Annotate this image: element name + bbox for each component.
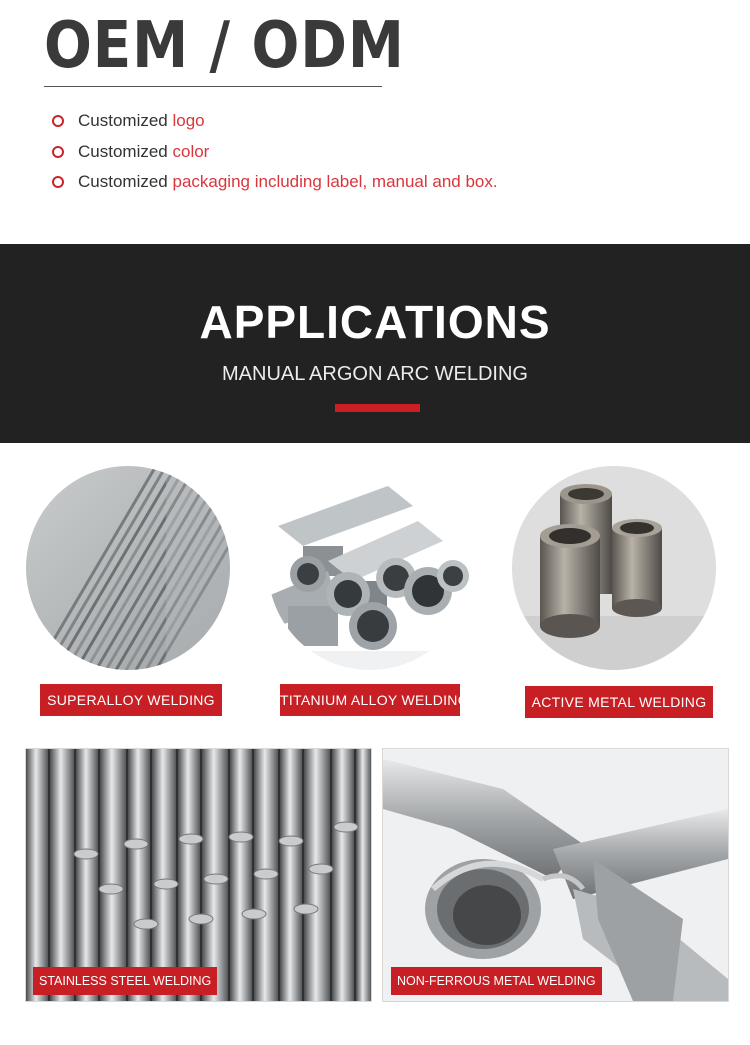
applications-title: APPLICATIONS bbox=[199, 296, 551, 348]
bullet-highlight: packaging including label, manual and box. bbox=[172, 172, 498, 191]
accent-bar bbox=[335, 404, 420, 412]
applications-subtitle: MANUAL ARGON ARC WELDING bbox=[222, 363, 528, 385]
active-metal-welding-label: ACTIVE METAL WELDING bbox=[525, 686, 713, 718]
bullet-highlight: color bbox=[172, 141, 210, 161]
oem-title: OEM / ODM bbox=[44, 9, 405, 83]
bullet-ring-icon bbox=[52, 115, 64, 127]
customization-list bbox=[52, 108, 498, 200]
superalloy-welding-label: SUPERALLOY WELDING bbox=[40, 684, 222, 716]
non-ferrous-metal-welding-image bbox=[382, 748, 729, 1002]
bullet-ring-icon bbox=[52, 146, 64, 158]
list-item bbox=[52, 139, 498, 170]
stainless-steel-welding-image bbox=[25, 748, 372, 1002]
list-item bbox=[52, 108, 498, 139]
title-underline bbox=[44, 86, 382, 87]
stainless-steel-welding-label: STAINLESS STEEL WELDING bbox=[33, 967, 217, 995]
bullet-prefix: Customized bbox=[78, 141, 173, 161]
applications-banner bbox=[0, 244, 750, 443]
active-metal-welding-image bbox=[512, 466, 716, 670]
bullet-prefix: Customized bbox=[78, 111, 173, 130]
superalloy-welding-image bbox=[26, 466, 230, 670]
titanium-alloy-welding-image bbox=[268, 466, 472, 670]
list-item bbox=[52, 169, 498, 200]
bullet-highlight: logo bbox=[172, 111, 205, 130]
non-ferrous-metal-welding-label: NON-FERROUS METAL WELDING bbox=[391, 967, 602, 995]
titanium-alloy-welding-label: TITANIUM ALLOY WELDING bbox=[280, 684, 460, 716]
bullet-prefix: Customized bbox=[78, 172, 173, 191]
bullet-ring-icon bbox=[52, 176, 64, 188]
